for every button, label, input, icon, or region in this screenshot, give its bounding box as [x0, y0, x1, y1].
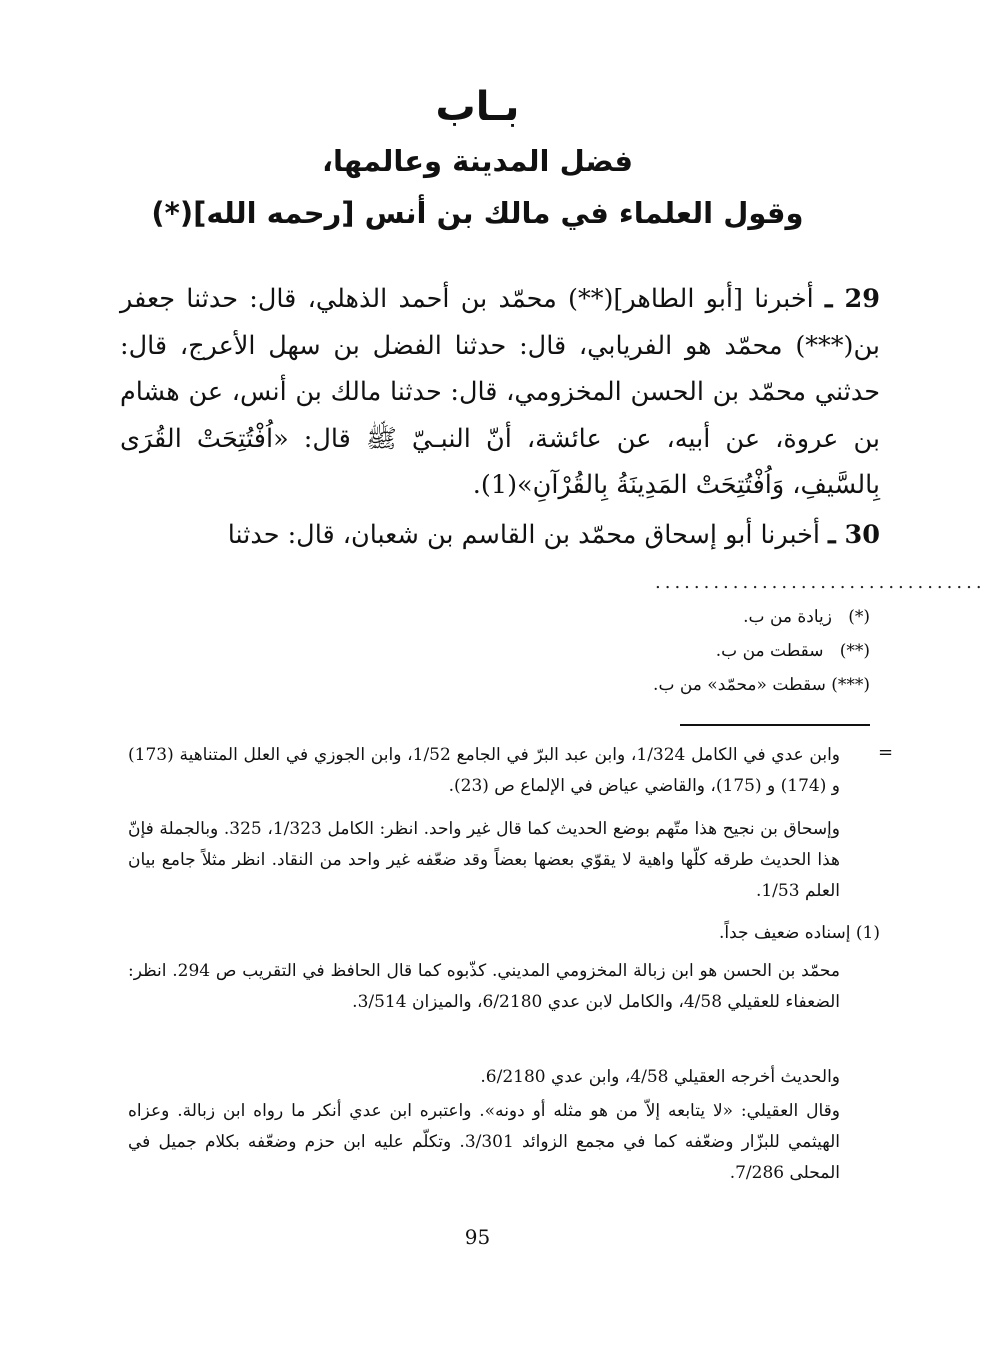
hadith-number: 29 ـ: [824, 284, 880, 314]
note-mark: (**): [839, 641, 870, 661]
editor-note: [560, 668, 870, 702]
hadith-text: أخبرنا أبو إسحاق محمّد بن القاسم بن شعبان، قال: حدثنا: [227, 520, 821, 550]
note-mark: (*): [848, 607, 870, 627]
note-text: زيادة من ب.: [743, 607, 833, 627]
continuation-mark: =: [878, 742, 894, 763]
footnote: وقال العقيلي: «لا يتابعه إلاّ من هو مثله أو دونه». واعتبره ابن عدي أنكر ما رواه ابن زبالة. وعزاه الهيثمي للبزّار وضعّفه كما في مجمع الزوائد 3/301. وتكلّم عليه ابن حزم وضعّفه بكلام جميل في المحلى 7/286.: [128, 1101, 840, 1183]
dotted-separator: ..................................: [655, 572, 986, 593]
note-text: سقطت من ب.: [715, 641, 824, 661]
footnote-rule: [680, 724, 870, 726]
note-text: سقطت «محمّد» من ب.: [653, 675, 826, 695]
hadith-30: [120, 512, 880, 559]
chapter-subtitle: فضل المدينة وعالمها،: [321, 144, 634, 178]
footnote: وإسحاق بن نجيح هذا متّهم بوضع الحديث كما قال غير واحد. انظر: الكامل 1/323، 325. وبالجملة فإنّ هذا الحديث طرقه كلّها واهية لا يقوّي بعضها بعضاً وقد ضعّفه غير واحد من النقاد. انظر مثلاً جامع بيان العلم 1/53.: [128, 819, 840, 901]
hadith-text: أخبرنا [أبو الطاهر](**) محمّد بن أحمد الذهلي، قال: حدثنا جعفر بن(***) محمّد هو الفريابي، قال: حدثنا الفضل بن سهل الأعرج، قال: حدثني محمّد بن الحسن المخزومي، قال: حدثنا مالك بن أنس، عن هشام بن عروة، عن أبيه، عن عائشة، أنّ النبـيّ ﷺ قال: «اُفْتُتِحَتْ القُرَى بِالسَّيفِ، وَاُفْتُتِحَتْ المَدِينَةُ بِالقُرْآنِ»(1).: [120, 284, 880, 500]
chapter-title: بـاب: [435, 84, 520, 130]
footnote: وابن عدي في الكامل 1/324، وابن عبد البرّ في الجامع 1/52، وابن الجوزي في العلل المتناهية (173) و (174) و (175)، والقاضي عياض في الإلماع ص (23).: [128, 745, 840, 796]
hadith-29: [120, 276, 880, 509]
note-mark: (***): [831, 675, 870, 695]
hadith-number: 30 ـ: [828, 520, 880, 550]
footnote: (1) إسناده ضعيف جداً.: [719, 923, 880, 943]
editor-note: [560, 600, 870, 634]
footnote: محمّد بن الحسن هو ابن زبالة المخزومي المديني. كذّبوه كما قال الحافظ في التقريب ص 294. انظر: الضعفاء للعقيلي 4/58، والكامل لابن عدي 6/2180، والميزان 3/514.: [128, 961, 840, 1012]
editor-note: [560, 634, 870, 668]
page-number: 95: [464, 1225, 491, 1249]
footnote: والحديث أخرجه العقيلي 4/58، وابن عدي 6/2180.: [480, 1067, 840, 1087]
chapter-subtitle-2: وقول العلماء في مالك بن أنس [رحمه الله](*): [151, 196, 804, 230]
